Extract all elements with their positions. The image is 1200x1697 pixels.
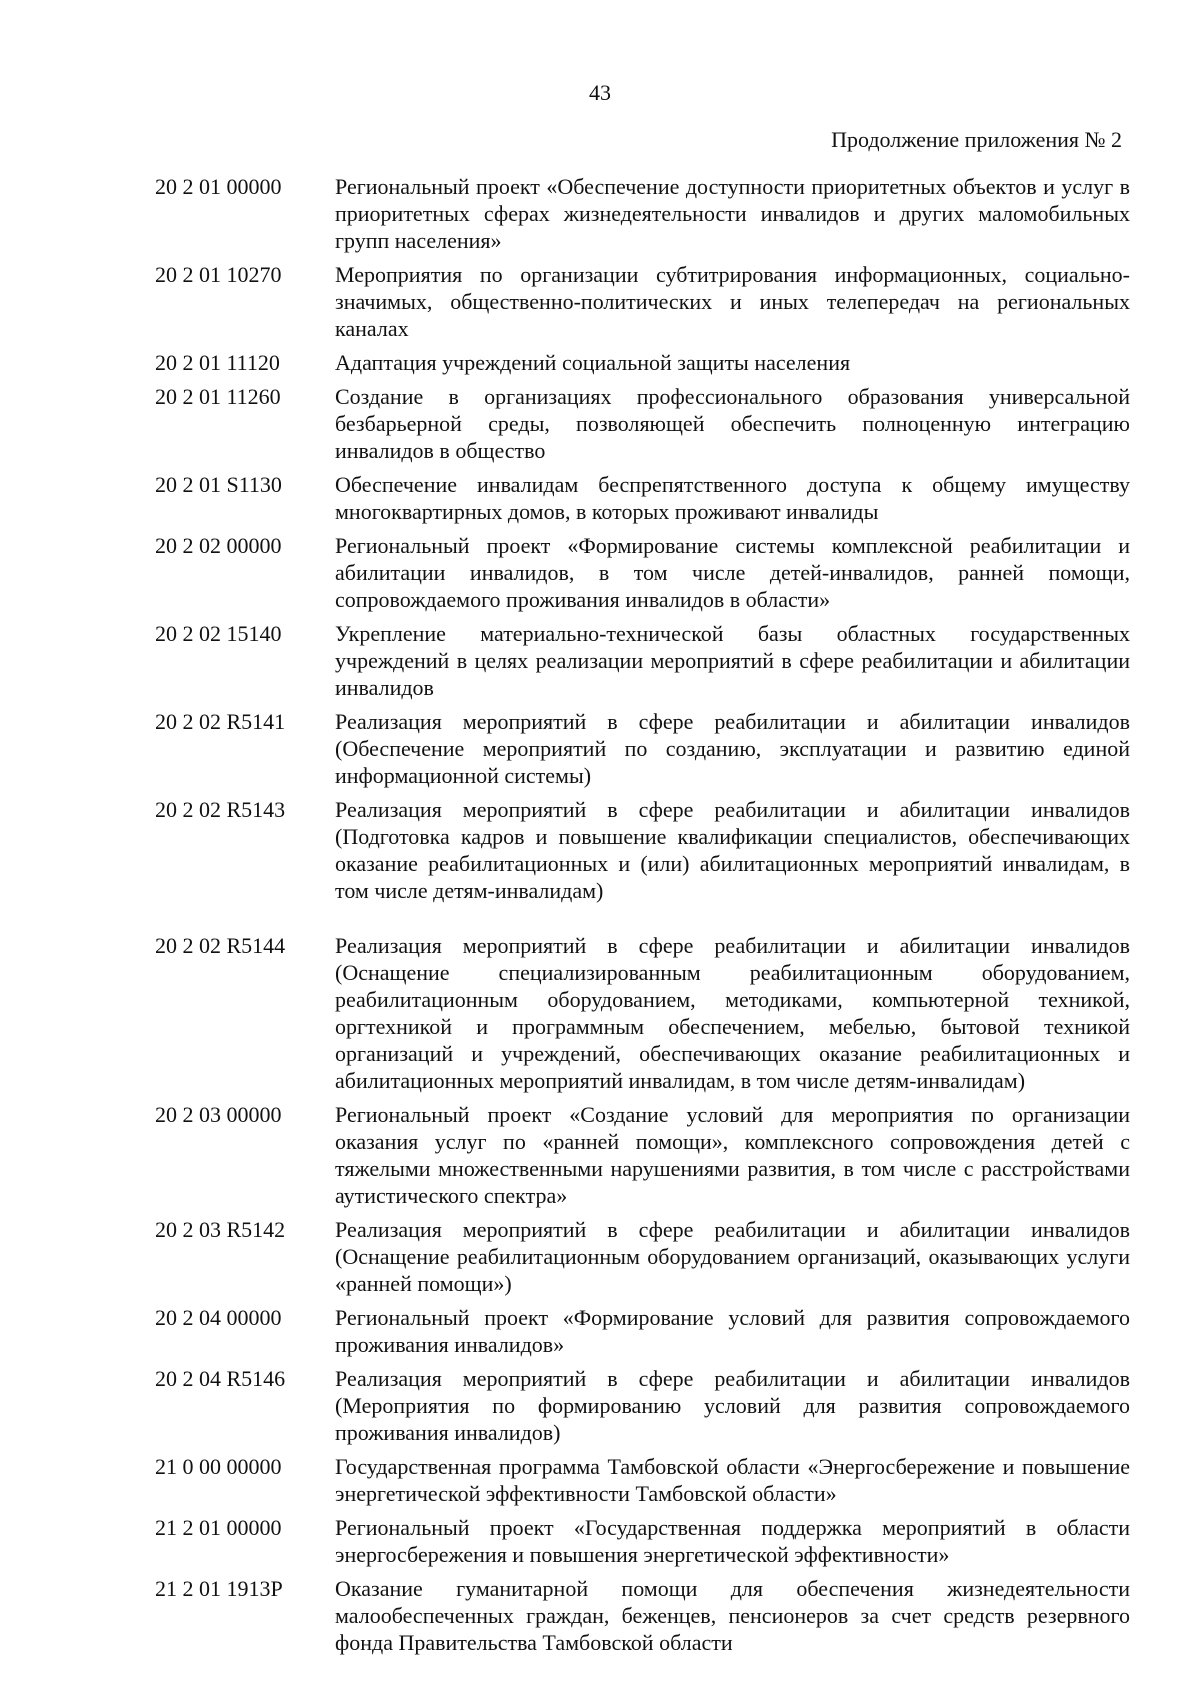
table-row [155,383,1130,464]
row-code: 20 2 02 15140 [155,621,282,646]
row-code: 21 0 00 00000 [155,1454,282,1479]
row-code: 20 2 04 R5146 [155,1366,286,1391]
row-code: 20 2 04 00000 [155,1305,282,1330]
table-row [155,261,1130,342]
row-code: 20 2 02 R5143 [155,797,286,822]
row-description: Региональный проект «Государственная поддержка мероприятий в области энергосбережения и повышения энергетической эффективности» [335,1515,1130,1567]
table-row [155,1101,1130,1209]
table-row [155,471,1130,525]
row-description: Региональный проект «Обеспечение доступности приоритетных объектов и услуг в приоритетных сферах жизнедеятельности инвалидов и других маломобильных групп населения» [335,174,1130,253]
row-description: Реализация мероприятий в сфере реабилитации и абилитации инвалидов (Мероприятия по формированию условий для развития сопровождаемого проживания инвалидов) [335,1366,1130,1445]
row-description: Обеспечение инвалидам беспрепятственного доступа к общему имуществу многоквартирных домов, в которых проживают инвалиды [335,472,1130,524]
row-description: Региональный проект «Формирование условий для развития сопровождаемого проживания инвалидов» [335,1305,1130,1357]
page-number: 43 [589,80,611,105]
row-code: 20 2 01 11120 [155,350,280,375]
row-description: Создание в организациях профессионального образования универсальной безбарьерной среды, позволяющей обеспечить полноценную интеграцию инвалидов в общество [335,384,1130,463]
continuation-header: Продолжение приложения № 2 [831,127,1122,152]
row-code: 20 2 01 10270 [155,262,282,287]
table-row [155,932,1130,1094]
row-description: Оказание гуманитарной помощи для обеспечения жизнедеятельности малообеспеченных граждан, беженцев, пенсионеров за счет средств резервного фонда Правительства Тамбовской области [335,1576,1130,1655]
row-description: Реализация мероприятий в сфере реабилитации и абилитации инвалидов (Подготовка кадров и повышение квалификации специалистов, обеспечивающих оказание реабилитационных и (или) абилитационных мероприятий инвалидам, в том числе детям-инвалидам) [335,797,1130,903]
row-description: Реализация мероприятий в сфере реабилитации и абилитации инвалидов (Оснащение реабилитационным оборудованием организаций, оказывающих услуги «ранней помощи») [335,1217,1130,1296]
table-row [155,796,1130,904]
row-description: Реализация мероприятий в сфере реабилитации и абилитации инвалидов (Обеспечение мероприятий по созданию, эксплуатации и развитию единой информационной системы) [335,709,1130,788]
row-description: Государственная программа Тамбовской области «Энергосбережение и повышение энергетической эффективности Тамбовской области» [335,1454,1130,1506]
row-code: 20 2 02 R5141 [155,709,286,734]
table-row [155,532,1130,613]
row-code: 21 2 01 1913Р [155,1576,283,1601]
table-row [155,173,1130,254]
table-row [155,1453,1130,1507]
row-description: Мероприятия по организации субтитрирования информационных, социально-значимых, общественно-политических и иных телепередач на региональных каналах [335,262,1130,341]
table-row [155,1575,1130,1656]
table-row [155,1304,1130,1358]
table-row [155,1216,1130,1297]
row-code: 20 2 02 00000 [155,533,282,558]
table-row [155,708,1130,789]
row-code: 20 2 03 R5142 [155,1217,286,1242]
table-row [155,1514,1130,1568]
row-code: 20 2 01 00000 [155,174,282,199]
row-description: Региональный проект «Формирование системы комплексной реабилитации и абилитации инвалидов, в том числе детей-инвалидов, ранней помощи, сопровождаемого проживания инвалидов в области» [335,533,1130,612]
row-description: Укрепление материально-технической базы областных государственных учреждений в целях реализации мероприятий в сфере реабилитации и абилитации инвалидов [335,621,1130,700]
row-code: 20 2 01 S1130 [155,472,282,497]
row-code: 20 2 02 R5144 [155,933,286,958]
row-description: Реализация мероприятий в сфере реабилитации и абилитации инвалидов (Оснащение специализированным реабилитационным оборудованием, реабилитационным оборудованием, методиками, компьютерной техникой, оргтехникой и программным обеспечением, мебелью, бытовой техникой организаций и учреждений, обеспечивающих оказание реабилитационных и абилитационных мероприятий инвалидам, в том числе детям-инвалидам) [335,933,1130,1093]
table-row [155,620,1130,701]
table-row [155,349,1130,376]
classification-table [155,173,1130,1663]
row-description: Региональный проект «Создание условий для мероприятия по организации оказания услуг по «ранней помощи», комплексного сопровождения детей с тяжелыми множественными нарушениями развития, в том числе с расстройствами аутистического спектра» [335,1102,1130,1208]
table-row [155,1365,1130,1446]
row-code: 20 2 03 00000 [155,1102,282,1127]
row-code: 21 2 01 00000 [155,1515,282,1540]
row-code: 20 2 01 11260 [155,384,281,409]
row-description: Адаптация учреждений социальной защиты населения [335,350,851,375]
